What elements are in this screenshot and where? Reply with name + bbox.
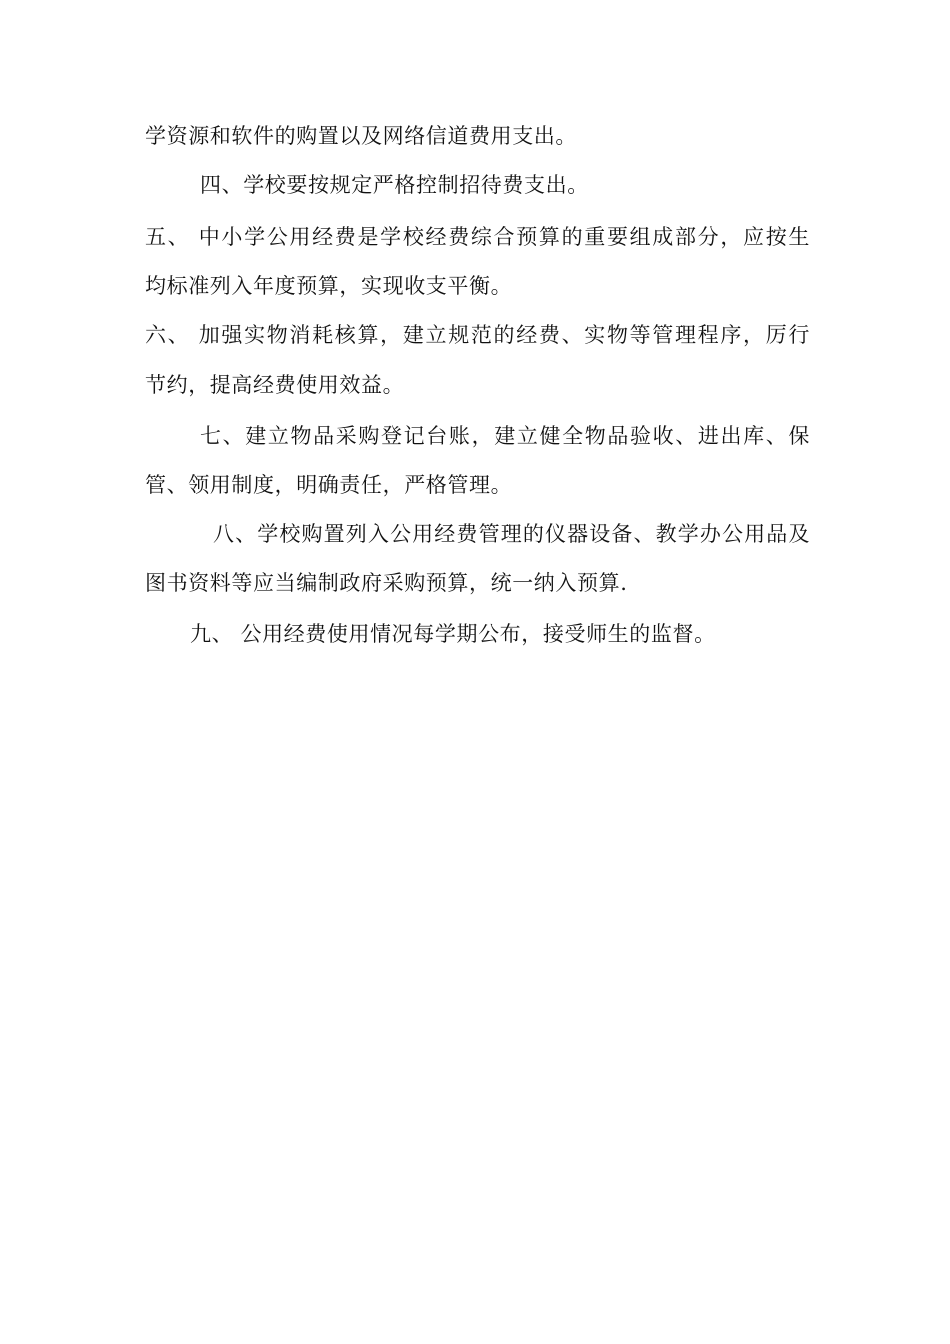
item-6-line-1: 六、 加强实物消耗核算，建立规范的经费、实物等管理程序，厉行 <box>145 323 810 347</box>
item-8-line-2: 图书资料等应当编制政府采购预算，统一纳入预算. <box>145 571 628 595</box>
item-5-line-2: 均标准列入年度预算，实现收支平衡。 <box>145 274 513 298</box>
item-8-line-1: 八、学校购置列入公用经费管理的仪器设备、教学办公用品及 <box>213 522 810 546</box>
item-4: 四、学校要按规定严格控制招待费支出。 <box>200 173 589 197</box>
paragraph-3-continuation: 学资源和软件的购置以及网络信道费用支出。 <box>145 124 577 148</box>
item-7-line-1: 七、建立物品采购登记台账，建立健全物品验收、进出库、保 <box>200 424 810 448</box>
item-9: 九、 公用经费使用情况每学期公布，接受师生的监督。 <box>190 622 716 646</box>
item-5-line-1: 五、 中小学公用经费是学校经费综合预算的重要组成部分，应按生 <box>145 225 810 249</box>
item-6-line-2: 节约，提高经费使用效益。 <box>145 373 405 397</box>
item-7-line-2: 管、领用制度，明确责任，严格管理。 <box>145 473 513 497</box>
